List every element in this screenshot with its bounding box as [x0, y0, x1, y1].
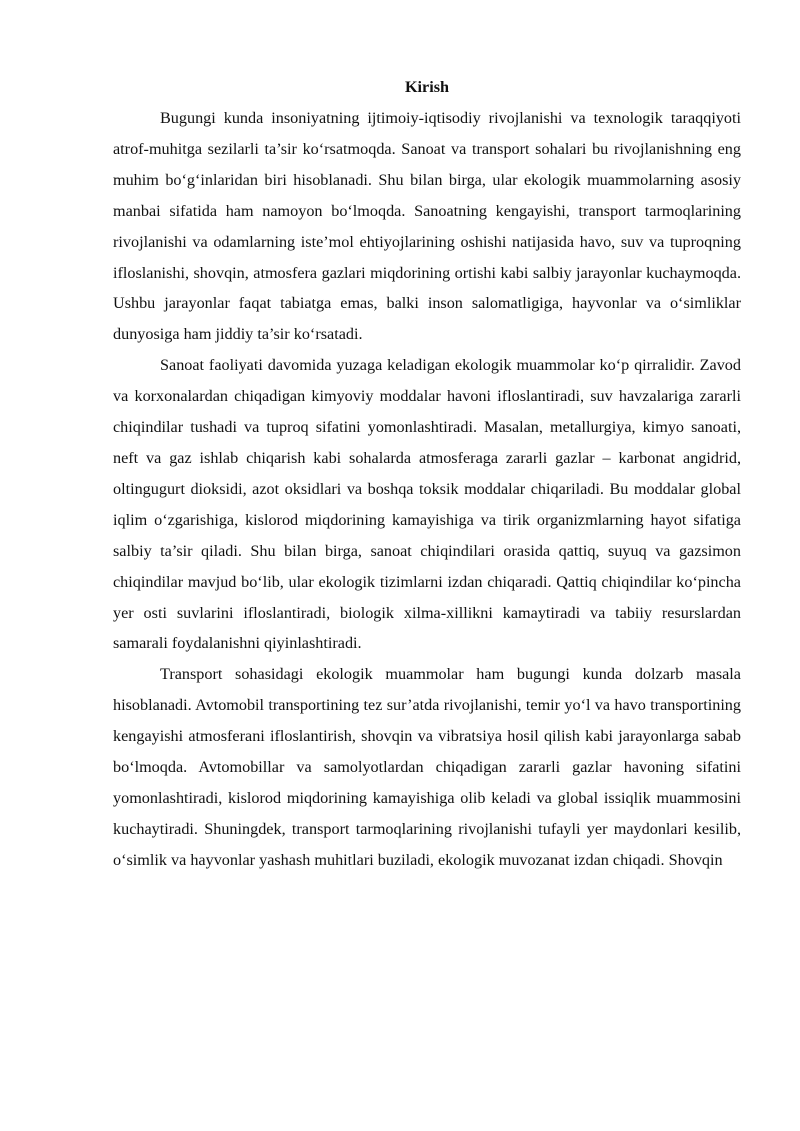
document-body [113, 76, 741, 876]
section-title: Kirish [404, 78, 450, 96]
paragraph-industry: Sanoat faoliyati davomida yuzaga keladigan ekologik muammolar ko‘p qirralidir. Zavod va korxonalardan chiqadigan kimyoviy moddalar havoni ifloslantiradi, suv havzalariga zararli chiqindilar tushadi va tuproq sifatini yomonlashtiradi. Masalan, metallurgiya, kimyo sanoati, neft va gaz ishlab chiqarish kabi sohalarda atmosferaga zararli gazlar – karbonat angidrid, oltingugurt dioksidi, azot oksidlari va boshqa toksik moddalar chiqariladi. Bu moddalar global iqlim o‘zgarishiga, kislorod miqdorining kamayishiga va tirik organizmlarning hayot sifatiga salbiy ta’sir qiladi. Shu bilan birga, sanoat chiqindilari orasida qattiq, suyuq va gazsimon chiqindilar mavjud bo‘lib, ular ekologik tizimlarni izdan chiqaradi. Qattiq chiqindilar ko‘pincha yer osti suvlarini ifloslantiradi, biologik xilma-xillikni kamaytiradi va tabiiy resurslardan samarali foydalanishni qiyinlashtiradi. [113, 356, 741, 653]
paragraph-transport: Transport sohasidagi ekologik muammolar ham bugungi kunda dolzarb masala hisoblanadi. Avtomobil transportining tez sur’atda rivojlanishi, temir yo‘l va havo transportining kengayishi atmosferani ifloslantirish, shovqin va vibratsiya hosil qilish kabi jarayonlarga sabab bo‘lmoqda. Avtomobillar va samolyotlardan chiqadigan zararli gazlar havoning sifatini yomonlashtiradi, kislorod miqdorining kamayishiga olib keladi va global issiqlik muammosini kuchaytiradi. Shuningdek, transport tarmoqlarining rivojlanishi tufayli yer maydonlari kesilib, o‘simlik va hayvonlar yashash muhitlari buziladi, ekologik muvozanat izdan chiqadi. Shovqin [113, 665, 741, 869]
paragraph-intro: Bugungi kunda insoniyatning ijtimoiy-iqtisodiy rivojlanishi va texnologik taraqqiyoti atrof-muhitga sezilarli ta’sir ko‘rsatmoqda. Sanoat va transport sohalari bu rivojlanishning eng muhim bo‘g‘inlaridan biri hisoblanadi. Shu bilan birga, ular ekologik muammolarning asosiy manbai sifatida ham namoyon bo‘lmoqda. Sanoatning kengayishi, transport tarmoqlarining rivojlanishi va odamlarning iste’mol ehtiyojlarining oshishi natijasida havo, suv va tuproqning ifloslanishi, shovqin, atmosfera gazlari miqdorining ortishi kabi salbiy jarayonlar kuchaymoqda. Ushbu jarayonlar faqat tabiatga emas, balki inson salomatligiga, hayvonlar va o‘simliklar dunyosiga ham jiddiy ta’sir ko‘rsatadi. [113, 109, 741, 344]
